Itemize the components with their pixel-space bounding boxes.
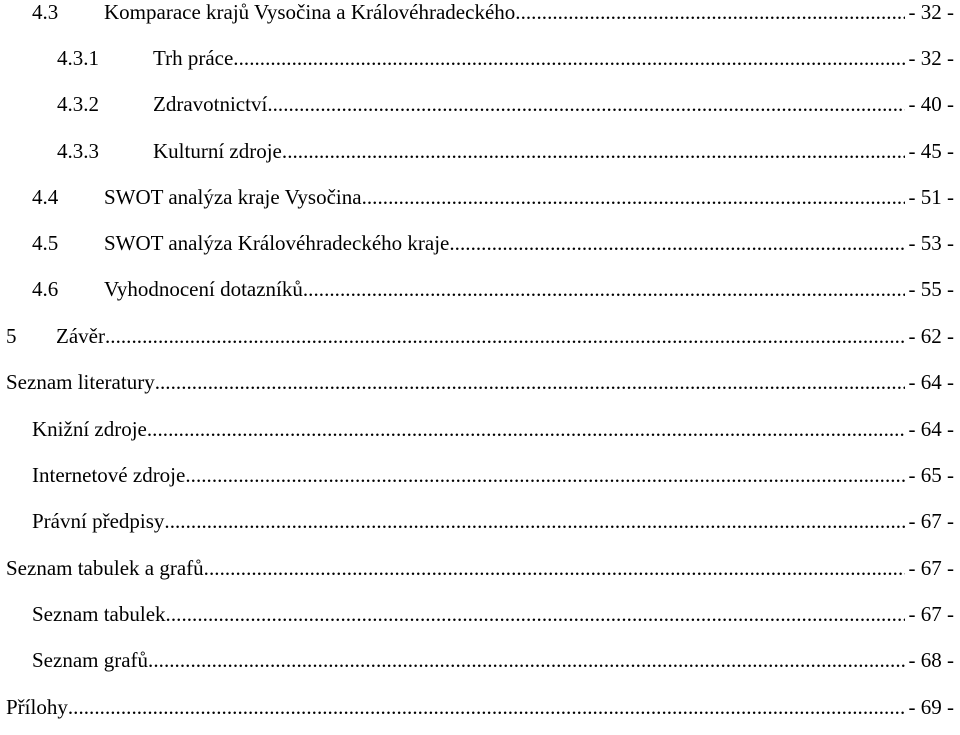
dot-leader (148, 650, 904, 671)
toc-entry-page: - 68 - (908, 650, 954, 672)
dot-leader (155, 372, 905, 393)
toc-entry-page: - 40 - (908, 94, 954, 116)
toc-entry-page: - 55 - (908, 279, 954, 301)
toc-entry-title: Seznam tabulek (32, 604, 166, 626)
toc-entry-number: 4.4 (32, 187, 59, 209)
toc-entry-seznam-tabulek-a-grafu[interactable] (6, 558, 960, 584)
toc-entry-number: 4.3 (32, 2, 59, 24)
toc-entry-4-3-2[interactable] (57, 94, 960, 120)
dot-leader (515, 2, 904, 23)
dot-leader (68, 697, 905, 718)
dot-leader (233, 48, 904, 69)
toc-entry-title: Komparace krajů Vysočina a Královéhradeckého (104, 2, 516, 24)
toc-entry-number: 4.5 (32, 233, 59, 255)
toc-entry-page: - 45 - (908, 141, 954, 163)
toc-entry-4-5[interactable] (32, 233, 960, 259)
toc-entry-number: 4.6 (32, 279, 59, 301)
toc-entry-4-3-3[interactable] (57, 141, 960, 167)
toc-entry-number: 4.3.1 (57, 48, 99, 70)
toc-entry-seznam-grafu[interactable] (32, 650, 960, 676)
toc-entry-4-3-1[interactable] (57, 48, 960, 74)
dot-leader (362, 187, 905, 208)
toc-entry-page: - 64 - (908, 372, 954, 394)
toc-entry-page: - 67 - (908, 511, 954, 533)
toc-entry-4-3[interactable] (32, 2, 960, 28)
toc-entry-5[interactable] (6, 326, 960, 352)
toc-entry-title: Seznam tabulek a grafů (6, 558, 204, 580)
toc-entry-internetove-zdroje[interactable] (32, 465, 960, 491)
dot-leader (449, 233, 904, 254)
dot-leader (303, 279, 905, 300)
toc-entry-page: - 53 - (908, 233, 954, 255)
toc-entry-page: - 51 - (908, 187, 954, 209)
toc-entry-page: - 67 - (908, 558, 954, 580)
toc-entry-page: - 62 - (908, 326, 954, 348)
toc-entry-page: - 64 - (908, 419, 954, 441)
toc-entry-page: - 32 - (908, 48, 954, 70)
toc-entry-title: Zdravotnictví (153, 94, 268, 116)
toc-entry-title: Vyhodnocení dotazníků (104, 279, 303, 301)
toc-entry-title: Závěr (56, 326, 105, 348)
toc-entry-number: 4.3.2 (57, 94, 99, 116)
toc-entry-page: - 32 - (908, 2, 954, 24)
dot-leader (164, 511, 904, 532)
dot-leader (147, 419, 905, 440)
toc-entry-title: Knižní zdroje (32, 419, 147, 441)
toc-entry-title: SWOT analýza kraje Vysočina (104, 187, 362, 209)
toc-entry-page: - 65 - (908, 465, 954, 487)
dot-leader (166, 604, 905, 625)
dot-leader (204, 558, 905, 579)
toc-entry-seznam-literatury[interactable] (6, 372, 960, 398)
dot-leader (105, 326, 905, 347)
toc-entry-number: 4.3.3 (57, 141, 99, 163)
toc-entry-title: Kulturní zdroje (153, 141, 282, 163)
toc-entry-page: - 69 - (908, 697, 954, 719)
toc-entry-pravni-predpisy[interactable] (32, 511, 960, 537)
toc-entry-title: SWOT analýza Královéhradeckého kraje (104, 233, 450, 255)
toc-entry-page: - 67 - (908, 604, 954, 626)
dot-leader (185, 465, 904, 486)
toc-entry-prilohy[interactable] (6, 697, 960, 723)
toc-entry-title: Trh práce (153, 48, 234, 70)
toc-entry-title: Internetové zdroje (32, 465, 186, 487)
toc-entry-title: Přílohy (6, 697, 68, 719)
dot-leader (282, 141, 905, 162)
toc-entry-seznam-tabulek[interactable] (32, 604, 960, 630)
toc-entry-title: Seznam literatury (6, 372, 155, 394)
toc-entry-4-6[interactable] (32, 279, 960, 305)
toc-entry-number: 5 (6, 326, 17, 348)
dot-leader (267, 94, 904, 115)
toc-entry-4-4[interactable] (32, 187, 960, 213)
toc-entry-knizni-zdroje[interactable] (32, 419, 960, 445)
toc-entry-title: Seznam grafů (32, 650, 149, 672)
toc-entry-title: Právní předpisy (32, 511, 165, 533)
